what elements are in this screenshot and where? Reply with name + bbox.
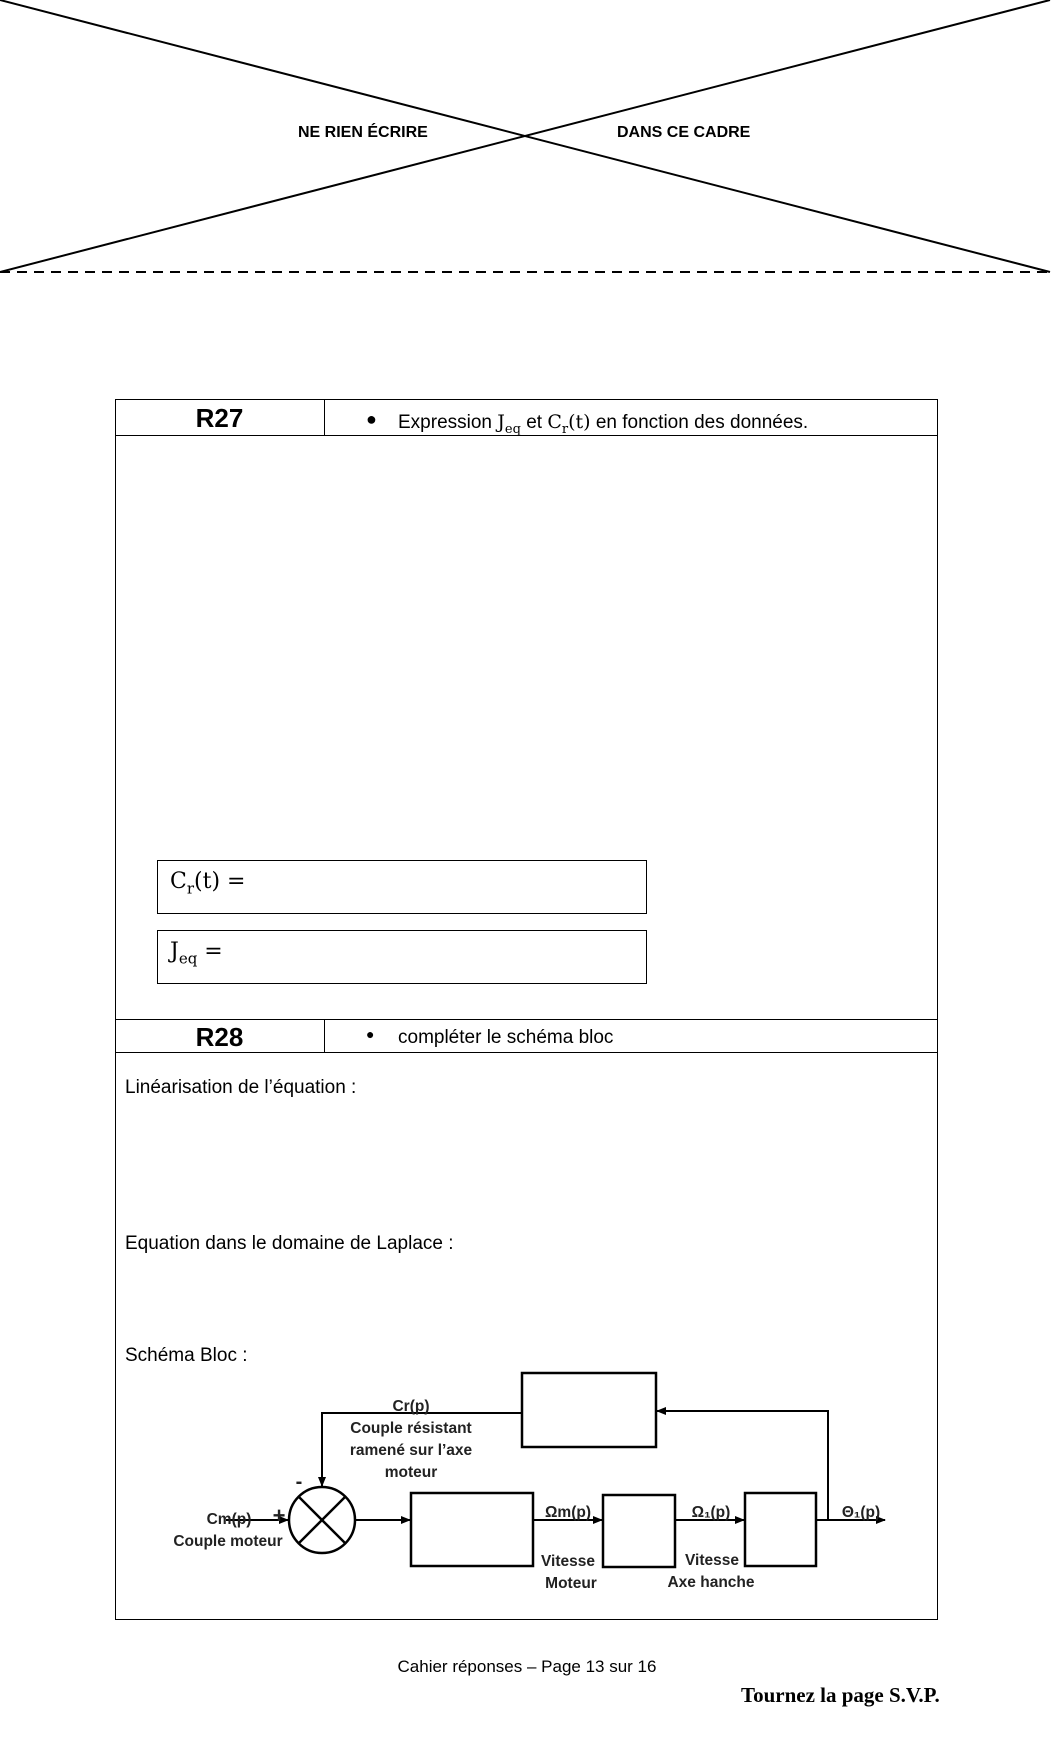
omega-m-label: Ωm(p) (544, 1504, 592, 1521)
bullet-icon: ● (366, 1026, 375, 1042)
bullet-icon: ● (366, 409, 377, 429)
linearisation-label: Linéarisation de l’équation : (125, 1077, 357, 1098)
feedback-block (522, 1373, 656, 1447)
plus-sign: + (272, 1503, 286, 1528)
vitesse-moteur-1: Vitesse (540, 1553, 596, 1570)
turn-page-note: Tournez la page S.V.P. (741, 1683, 940, 1707)
cr-line-1: Couple résistant (350, 1420, 472, 1437)
vitesse-axe-2: Axe hanche (667, 1574, 755, 1591)
omega-1-label: Ω₁(p) (691, 1504, 731, 1521)
answer-cr-label: $C_r(t)$ = (170, 869, 246, 898)
reducer-block (603, 1495, 675, 1567)
no-write-label-right: DANS CE CADRE (617, 124, 751, 141)
r28-label: R28 (195, 1022, 244, 1052)
minus-sign: - (295, 1471, 303, 1493)
motor-block (411, 1493, 533, 1566)
cm-title: Cm(p) (206, 1511, 252, 1528)
cr-line-3: moteur (384, 1464, 438, 1481)
vitesse-moteur-2: Moteur (545, 1575, 597, 1592)
r28-task: compléter le schéma bloc (398, 1027, 614, 1048)
laplace-label: Equation dans le domaine de Laplace : (125, 1233, 454, 1254)
no-write-label-left: NE RIEN ÉCRIRE (298, 124, 428, 141)
schema-bloc-label: Schéma Bloc : (125, 1345, 248, 1366)
vitesse-axe-1: Vitesse (684, 1552, 740, 1569)
r27-label: R27 (195, 403, 244, 433)
integrator-block (745, 1493, 816, 1566)
theta-1-label: Θ₁(p) (841, 1504, 881, 1521)
cr-title: Cr(p) (392, 1398, 430, 1415)
r27-task: Expression $J_{eq}$ et $C_r(t)$ en fonction des données. (398, 411, 809, 437)
answer-jeq-label: $J_{eq}$ = (170, 939, 223, 968)
cr-line-2: ramené sur l’axe (349, 1442, 473, 1459)
cm-desc: Couple moteur (173, 1533, 283, 1550)
page-footer: Cahier réponses – Page 13 sur 16 (397, 1657, 657, 1676)
